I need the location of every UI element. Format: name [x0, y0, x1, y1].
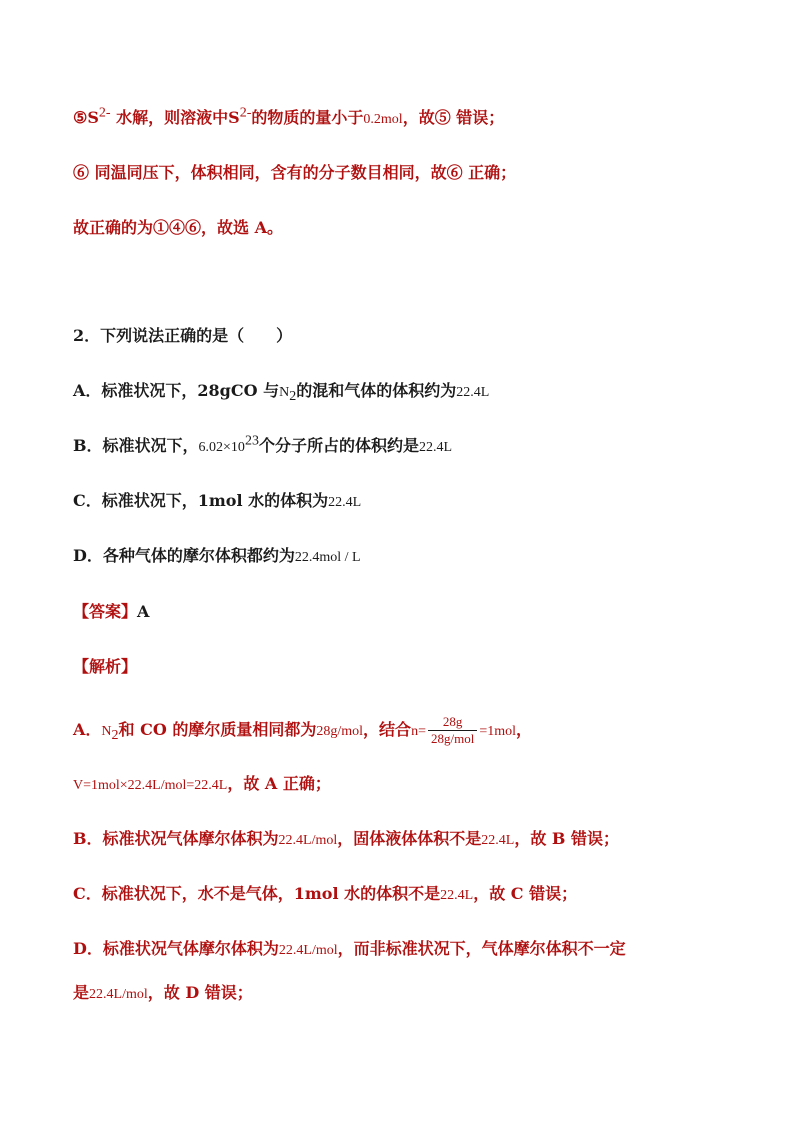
superscript: 2- [239, 105, 252, 121]
text: ，结合 [363, 720, 412, 739]
math-value: 22.4L [481, 833, 515, 848]
text: C．标准状况下，水不是气体，1mol 水的体积不是 [73, 884, 441, 903]
fraction [428, 714, 477, 747]
text: ，故⑤ 错误； [402, 108, 505, 127]
fraction-numerator: 28g [428, 714, 477, 731]
text: 和 CO 的摩尔质量相同都为 [118, 720, 317, 739]
math-value: N [101, 724, 112, 739]
text: 2．下列说法正确的是（ ） [73, 326, 293, 345]
text: 【解析】 [73, 657, 138, 676]
analysis-d-line-1 [73, 938, 734, 962]
formula-n: n= [411, 724, 426, 739]
math-value: 22.4L/mol [278, 943, 338, 958]
analysis-a-line-2 [73, 773, 734, 797]
text: ，固体液体体积不是 [337, 829, 482, 848]
text: D．标准状况气体摩尔体积为 [73, 939, 279, 958]
answer-label: 【答案】 [73, 602, 138, 621]
analysis-a-line-1 [73, 712, 734, 748]
text: ，故 C 错误； [473, 884, 578, 903]
text: 的物质的量小于 [251, 108, 364, 127]
question-stem [73, 325, 734, 347]
answer-line [73, 601, 734, 623]
text: 故正确的为①④⑥，故选 A。 [73, 218, 283, 237]
math-value: 22.4mol / L [294, 550, 361, 565]
math-value: 22.4L [456, 385, 490, 400]
text: ⑤S [73, 108, 99, 127]
analysis-d-line-2 [73, 982, 734, 1006]
analysis-label [73, 656, 734, 678]
math-value: =1mol [479, 724, 516, 739]
math-value: 0.2mol [363, 112, 403, 127]
option-a [73, 380, 734, 404]
text: ，故 B 错误； [514, 829, 620, 848]
analysis-b [73, 828, 734, 852]
text: D．各种气体的摩尔体积都约为 [73, 546, 295, 565]
superscript: 2- [98, 105, 111, 121]
text: A． [73, 720, 102, 739]
subscript: 2 [111, 728, 119, 744]
text: 是 [73, 983, 90, 1002]
text: B．标准状况气体摩尔体积为 [73, 829, 279, 848]
conclusion-line [73, 217, 734, 239]
option-d [73, 545, 734, 569]
text: ，而非标准状况下，气体摩尔体积不一定 [337, 939, 626, 958]
text: ， [516, 720, 533, 739]
option-b [73, 435, 734, 459]
text: ，故 A 正确； [227, 774, 331, 793]
text: A．标准状况下，28gCO 与 [73, 381, 280, 400]
option-c [73, 490, 734, 514]
math-value: V=1mol×22.4L/mol=22.4L [73, 778, 228, 793]
math-value: 22.4L [418, 440, 453, 455]
text: B．标准状况下， [73, 436, 199, 455]
math-value: 22.4L/mol [89, 987, 148, 1002]
math-value: 6.02×10 [198, 440, 245, 455]
analysis-c [73, 883, 734, 907]
answer-value: A [137, 602, 150, 621]
math-value: 22.4L [440, 888, 474, 903]
subscript: 2 [289, 389, 297, 405]
text: C．标准状况下，1mol 水的体积为 [73, 491, 329, 510]
text: 的混和气体的体积约为 [296, 381, 457, 400]
text: ⑥ 同温同压下，体积相同，含有的分子数目相同，故⑥ 正确； [73, 163, 517, 182]
math-value: 28g/mol [316, 724, 364, 739]
analysis-line-5 [73, 107, 734, 131]
math-value: 22.4L/mol [278, 833, 338, 848]
fraction-denominator: 28g/mol [430, 731, 475, 746]
math-value: N [279, 385, 290, 400]
analysis-line-6 [73, 162, 734, 184]
text: ，故 D 错误； [147, 983, 253, 1002]
superscript: 23 [244, 433, 259, 449]
text: 水解，则溶液中S [116, 108, 240, 127]
text: 个分子所占的体积约是 [258, 436, 419, 455]
math-value: 22.4L [328, 495, 362, 510]
